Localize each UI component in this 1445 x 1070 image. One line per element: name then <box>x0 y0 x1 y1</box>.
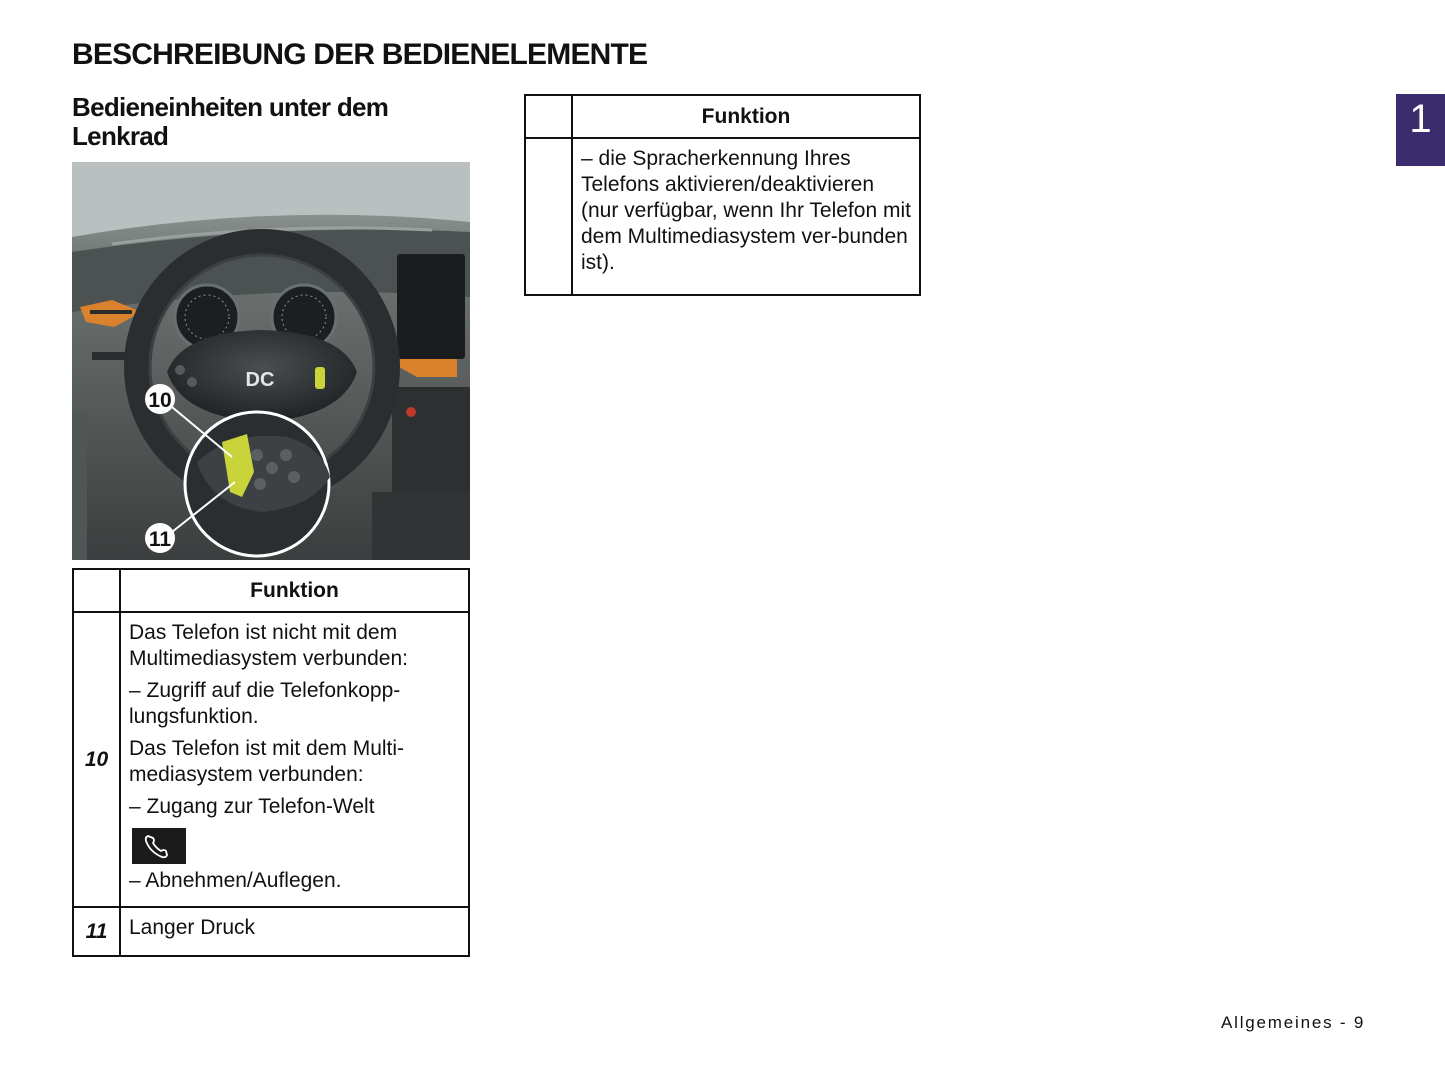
table-header-row <box>73 569 469 612</box>
callout-10 <box>145 384 175 414</box>
header-empty-cell <box>73 569 120 612</box>
callout-11 <box>145 523 175 553</box>
header-empty-cell <box>525 95 572 138</box>
brand-logo: DC <box>245 369 275 391</box>
description-line: Das Telefon ist nicht mit dem Multimediasystem verbunden: <box>129 621 408 670</box>
description-line: – Abnehmen/Auflegen. <box>129 869 342 892</box>
page-footer: Allgemeines - 9 <box>1221 1013 1366 1032</box>
chapter-tab: 1 <box>1396 94 1445 166</box>
table-header: Funktion <box>572 95 920 138</box>
row-number: 10 <box>73 612 120 907</box>
table-row <box>73 907 469 956</box>
description-line: Das Telefon ist mit dem Multi-mediasystem verbunden: <box>129 737 405 786</box>
description-line: – Zugang zur Telefon-Welt <box>129 795 375 818</box>
callout-10-label: 10 <box>148 389 172 412</box>
row-description <box>120 907 469 956</box>
row-description <box>120 612 469 907</box>
table-row <box>525 138 920 295</box>
table-row <box>73 612 469 907</box>
description-line: – die Spracherkennung Ihres Telefons aktivieren/deaktivieren (nur verfügbar, wenn Ihr Telefon mit dem Multimediasystem ver-bunden ist). <box>581 147 911 274</box>
callout-11-label: 11 <box>148 528 172 551</box>
function-table-right <box>524 94 921 296</box>
description-line: – Zugriff auf die Telefonkopp-lungsfunktion. <box>129 679 401 728</box>
page-title: BESCHREIBUNG DER BEDIENELEMENTE <box>72 38 648 71</box>
row-number <box>525 138 572 295</box>
phone-icon <box>132 828 186 864</box>
section-title: Bedieneinheiten unter dem Lenkrad <box>72 92 389 151</box>
table-header: Funktion <box>120 569 469 612</box>
row-description <box>572 138 920 295</box>
row-number: 11 <box>73 907 120 956</box>
steering-wheel-figure <box>72 162 470 560</box>
description-line: Langer Druck <box>129 916 256 939</box>
table-header-row <box>525 95 920 138</box>
function-table-left <box>72 568 470 957</box>
